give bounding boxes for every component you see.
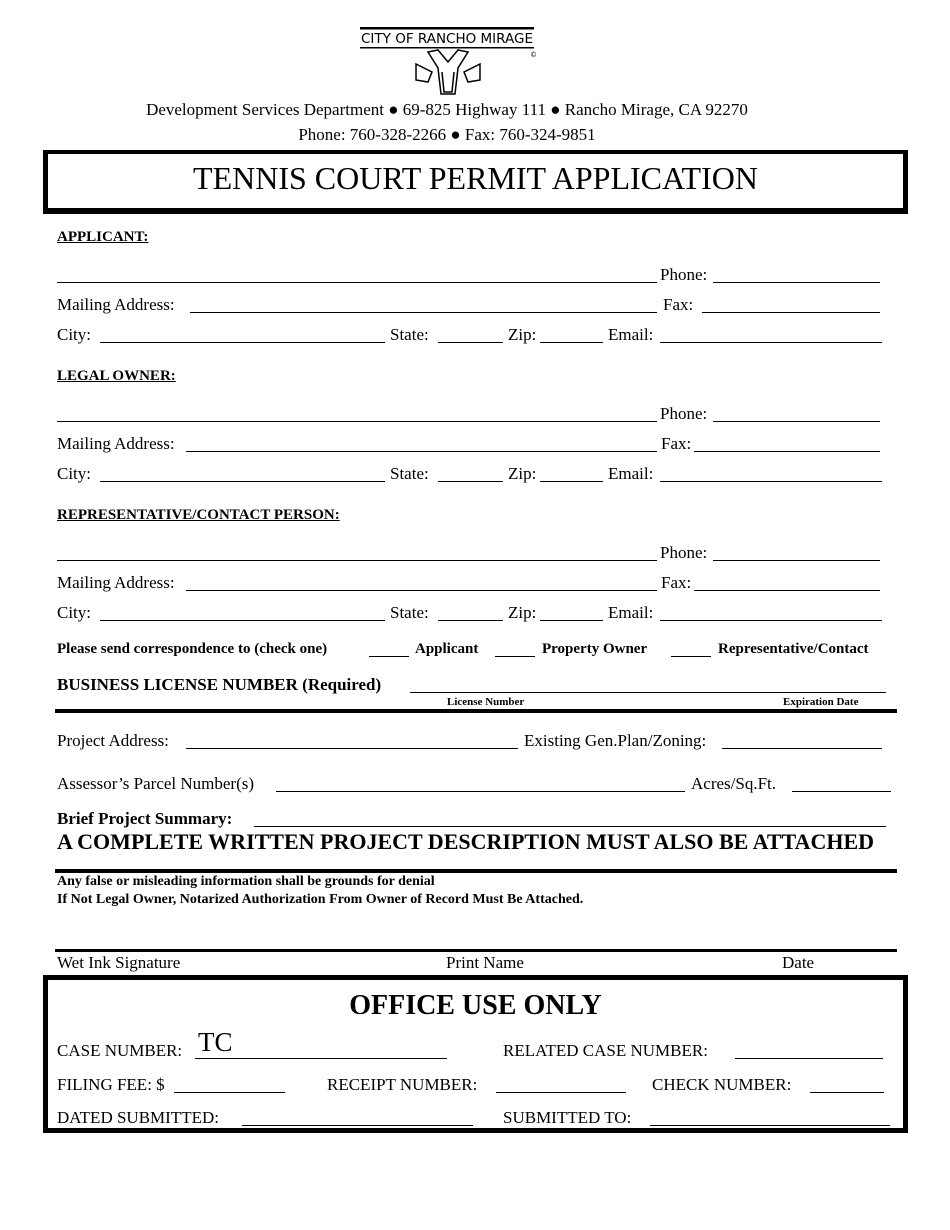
ram-head-icon bbox=[416, 50, 480, 94]
dated-submitted-label: DATED SUBMITTED: bbox=[57, 1108, 219, 1127]
notice-false-info: Any false or misleading information shall be grounds for denial bbox=[57, 874, 435, 889]
applicant-city-field[interactable] bbox=[100, 324, 385, 343]
business-license-field[interactable] bbox=[410, 674, 886, 693]
applicant-zip-field[interactable] bbox=[540, 324, 603, 343]
rep-email-field[interactable] bbox=[660, 602, 882, 621]
mailing-address-label: Mailing Address: bbox=[57, 573, 175, 592]
svg-text:©: © bbox=[530, 51, 537, 59]
owner-zip-field[interactable] bbox=[540, 463, 603, 482]
related-case-label: RELATED CASE NUMBER: bbox=[503, 1041, 708, 1060]
license-number-sublabel: License Number bbox=[447, 696, 525, 708]
case-number-value: TC bbox=[198, 1027, 233, 1057]
project-summary-field[interactable] bbox=[254, 808, 886, 827]
owner-city-field[interactable] bbox=[100, 463, 385, 482]
submitted-to-label: SUBMITTED TO: bbox=[503, 1108, 632, 1127]
case-number-field[interactable] bbox=[195, 1040, 447, 1059]
signature-label: Wet Ink Signature bbox=[57, 953, 181, 972]
project-summary-label: Brief Project Summary: bbox=[57, 809, 233, 828]
date-label: Date bbox=[782, 953, 815, 972]
department-address: Development Services Department ● 69-825 Highway 111 ● Rancho Mirage, CA 92270 bbox=[146, 100, 748, 119]
divider bbox=[55, 869, 897, 873]
owner-phone-field[interactable] bbox=[713, 403, 880, 422]
divider bbox=[55, 709, 897, 713]
option-representative: Representative/Contact bbox=[718, 641, 869, 657]
owner-email-field[interactable] bbox=[660, 463, 882, 482]
phone-label: Phone: bbox=[660, 543, 708, 562]
dated-submitted-field[interactable] bbox=[242, 1107, 473, 1126]
correspondence-prompt: Please send correspondence to (check one) bbox=[57, 641, 328, 657]
applicant-email-field[interactable] bbox=[660, 324, 882, 343]
applicant-fax-field[interactable] bbox=[702, 294, 880, 313]
fax-label: Fax: bbox=[661, 573, 692, 592]
project-address-label: Project Address: bbox=[57, 731, 169, 750]
section-applicant-heading: APPLICANT: bbox=[57, 229, 149, 245]
email-label: Email: bbox=[608, 603, 654, 622]
mailing-address-label: Mailing Address: bbox=[57, 295, 175, 314]
check-number-field[interactable] bbox=[810, 1074, 884, 1093]
state-label: State: bbox=[390, 464, 429, 483]
fax-label: Fax: bbox=[661, 434, 692, 453]
expiration-date-sublabel: Expiration Date bbox=[783, 696, 859, 708]
submitted-to-field[interactable] bbox=[650, 1107, 890, 1126]
zoning-label: Existing Gen.Plan/Zoning: bbox=[524, 731, 707, 750]
phone-label: Phone: bbox=[660, 404, 708, 423]
option-property-owner: Property Owner bbox=[542, 641, 648, 657]
email-label: Email: bbox=[608, 325, 654, 344]
zoning-field[interactable] bbox=[722, 730, 882, 749]
zip-label: Zip: bbox=[508, 325, 537, 344]
fax-label: Fax: bbox=[663, 295, 694, 314]
city-label: City: bbox=[57, 464, 92, 483]
related-case-field[interactable] bbox=[735, 1040, 883, 1059]
logo-text: CITY OF RANCHO MIRAGE bbox=[361, 31, 533, 47]
attachment-notice: A COMPLETE WRITTEN PROJECT DESCRIPTION MUST ALSO BE ATTACHED bbox=[57, 829, 875, 854]
signature-line[interactable] bbox=[55, 949, 897, 952]
parcel-number-field[interactable] bbox=[276, 773, 685, 792]
rep-city-field[interactable] bbox=[100, 602, 385, 621]
receipt-number-field[interactable] bbox=[496, 1074, 626, 1093]
rep-state-field[interactable] bbox=[438, 602, 503, 621]
applicant-phone-field[interactable] bbox=[713, 264, 880, 283]
owner-state-field[interactable] bbox=[438, 463, 503, 482]
department-contact: Phone: 760-328-2266 ● Fax: 760-324-9851 bbox=[298, 125, 596, 144]
mailing-address-label: Mailing Address: bbox=[57, 434, 175, 453]
title-box bbox=[43, 150, 908, 214]
page-title: TENNIS COURT PERMIT APPLICATION bbox=[193, 160, 758, 196]
city-label: City: bbox=[57, 325, 92, 344]
acres-label: Acres/Sq.Ft. bbox=[691, 774, 776, 793]
check-number-label: CHECK NUMBER: bbox=[652, 1075, 792, 1094]
section-representative-heading: REPRESENTATIVE/CONTACT PERSON: bbox=[57, 507, 340, 523]
rep-fax-field[interactable] bbox=[694, 572, 880, 591]
option-applicant: Applicant bbox=[415, 641, 479, 657]
print-name-label: Print Name bbox=[446, 953, 524, 972]
check-property-owner[interactable] bbox=[495, 638, 535, 657]
email-label: Email: bbox=[608, 464, 654, 483]
parcel-number-label: Assessor’s Parcel Number(s) bbox=[57, 774, 255, 793]
owner-name-field[interactable] bbox=[57, 403, 657, 422]
rep-zip-field[interactable] bbox=[540, 602, 603, 621]
state-label: State: bbox=[390, 603, 429, 622]
rep-mailing-address-field[interactable] bbox=[186, 572, 657, 591]
receipt-number-label: RECEIPT NUMBER: bbox=[327, 1075, 478, 1094]
office-use-title: OFFICE USE ONLY bbox=[349, 990, 602, 1021]
check-applicant[interactable] bbox=[369, 638, 409, 657]
applicant-state-field[interactable] bbox=[438, 324, 503, 343]
case-number-label: CASE NUMBER: bbox=[57, 1041, 183, 1060]
owner-fax-field[interactable] bbox=[694, 433, 880, 452]
zip-label: Zip: bbox=[508, 603, 537, 622]
state-label: State: bbox=[390, 325, 429, 344]
city-logo bbox=[358, 24, 538, 100]
filing-fee-field[interactable] bbox=[174, 1074, 285, 1093]
business-license-label: BUSINESS LICENSE NUMBER (Required) bbox=[57, 675, 382, 694]
section-legal-owner-heading: LEGAL OWNER: bbox=[57, 368, 176, 384]
check-representative[interactable] bbox=[671, 638, 711, 657]
notice-notarized: If Not Legal Owner, Notarized Authorization From Owner of Record Must Be Attached. bbox=[57, 892, 584, 907]
rep-phone-field[interactable] bbox=[713, 542, 880, 561]
project-address-field[interactable] bbox=[186, 730, 518, 749]
city-label: City: bbox=[57, 603, 92, 622]
phone-label: Phone: bbox=[660, 265, 708, 284]
acres-field[interactable] bbox=[792, 773, 891, 792]
rep-name-field[interactable] bbox=[57, 542, 657, 561]
zip-label: Zip: bbox=[508, 464, 537, 483]
filing-fee-label: FILING FEE: $ bbox=[57, 1075, 165, 1094]
owner-mailing-address-field[interactable] bbox=[186, 433, 657, 452]
applicant-name-field[interactable] bbox=[57, 264, 657, 283]
applicant-mailing-address-field[interactable] bbox=[190, 294, 657, 313]
